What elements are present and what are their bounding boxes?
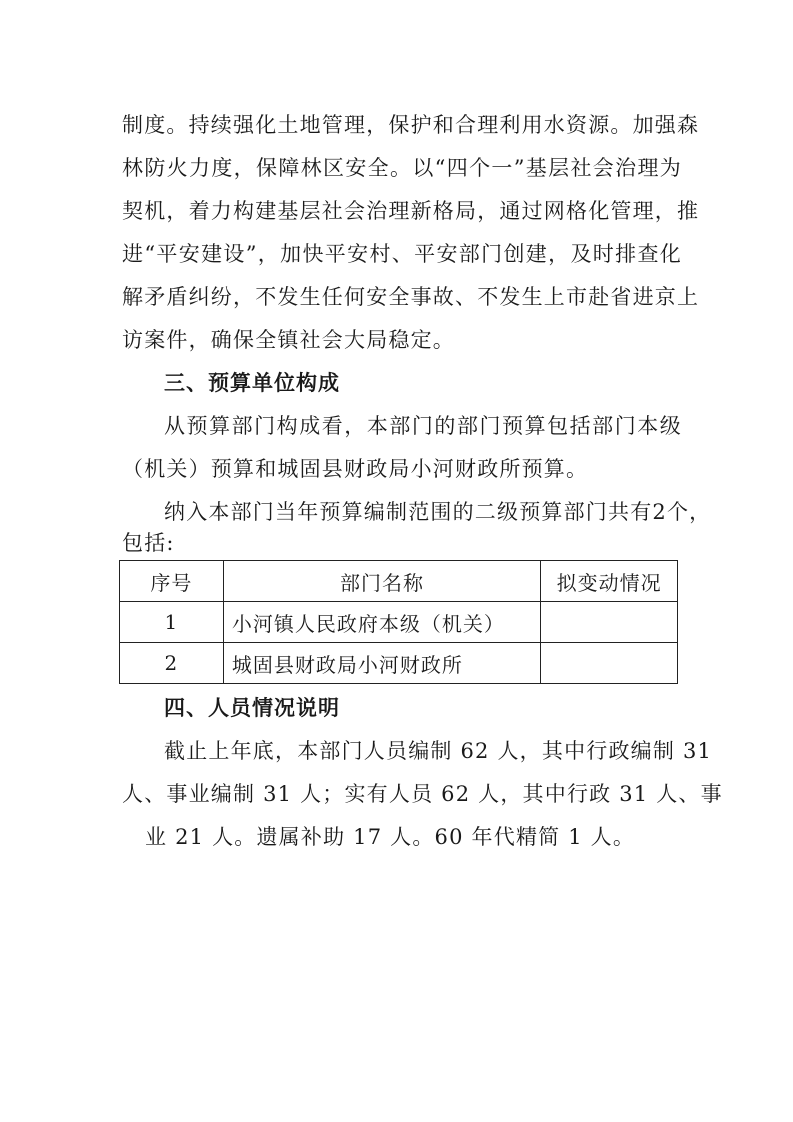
paragraph-line: 人、事业编制 31 人；实有人员 62 人，其中行政 31 人、事 <box>122 782 723 806</box>
table-row <box>120 602 678 643</box>
table-cell: 城固县财政局小河财政所 <box>223 643 540 684</box>
section-heading: 四、人员情况说明 <box>164 695 340 720</box>
paragraph-line: 从预算部门构成看，本部门的部门预算包括部门本级 <box>164 414 682 438</box>
table-cell <box>541 602 678 643</box>
paragraph-line: 契机，着力构建基层社会治理新格局，通过网格化管理，推 <box>122 199 700 223</box>
section-heading: 三、预算单位构成 <box>164 370 340 395</box>
table-cell: 小河镇人民政府本级（机关） <box>223 602 540 643</box>
column-header-name: 部门名称 <box>223 561 540 602</box>
budget-units-table <box>119 560 678 684</box>
paragraph-line: 进“平安建设”，加快平安村、平安部门创建，及时排查化 <box>122 242 682 266</box>
column-header-index: 序号 <box>120 561 224 602</box>
table-cell <box>541 643 678 684</box>
table-header-row <box>120 561 678 602</box>
paragraph-line: 林防火力度，保障林区安全。以“四个一”基层社会治理为 <box>122 156 682 180</box>
paragraph-line: 业 21 人。遗属补助 17 人。60 年代精简 1 人。 <box>145 825 636 849</box>
paragraph-line: （机关）预算和城固县财政局小河财政所预算。 <box>122 457 589 481</box>
paragraph-line: 解矛盾纠纷，不发生任何安全事故、不发生上市赴省进京上 <box>122 285 700 309</box>
paragraph-line: 访案件，确保全镇社会大局稳定。 <box>122 328 455 352</box>
table-row <box>120 643 678 684</box>
paragraph-line: 截止上年底，本部门人员编制 62 人，其中行政编制 31 <box>164 739 713 763</box>
paragraph-line: 制度。持续强化土地管理，保护和合理利用水资源。加强森 <box>122 113 700 137</box>
table-cell: 1 <box>120 602 224 643</box>
column-header-change: 拟变动情况 <box>541 561 678 602</box>
paragraph-line: 包括: <box>122 531 175 555</box>
table-cell: 2 <box>120 643 224 684</box>
paragraph-line: 纳入本部门当年预算编制范围的二级预算部门共有2个， <box>164 500 712 524</box>
